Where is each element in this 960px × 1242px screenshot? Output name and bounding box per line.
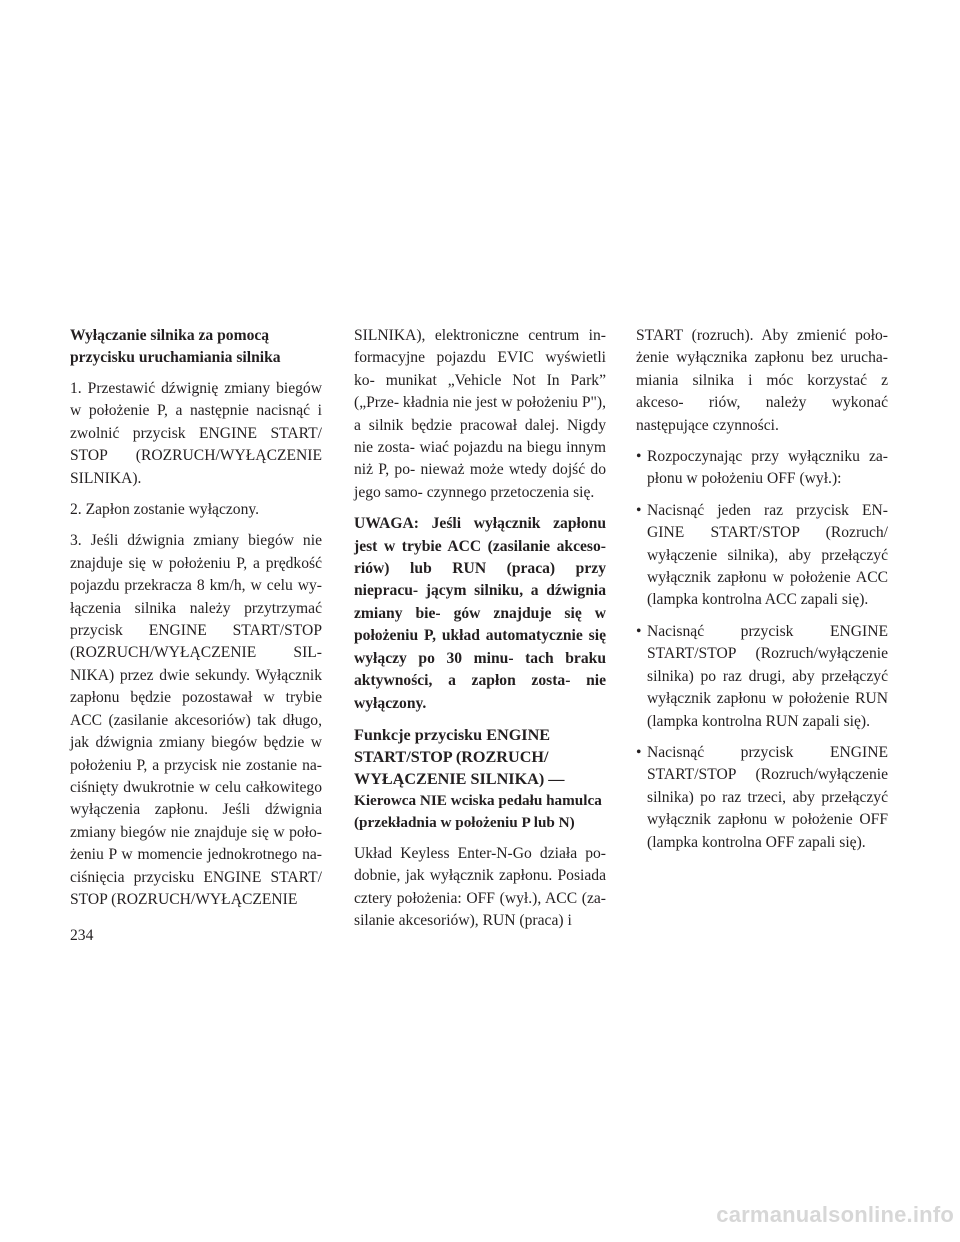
text-column-middle: [354, 325, 606, 942]
bullet-mark: •: [636, 448, 642, 466]
note-paragraph: UWAGA: Jeśli wyłącznik zapłonu jest w trybie ACC (zasilanie akceso- riów) lub RUN (praca) przy niepracu- jącym silniku, a dźwignia zmiany bie- gów znajduje się w położeniu P, układ automatycznie się wyłączy po 30 minu- tach braku aktywności, a zapłon zosta- nie wyłączony.: [354, 515, 606, 712]
watermark: carmanualsonline.info: [716, 1202, 954, 1227]
list-item: [636, 500, 888, 612]
instruction-bullet-list: [636, 446, 888, 854]
list-item: [636, 446, 888, 491]
bullet-mark: •: [636, 622, 642, 640]
step-3-paragraph: 3. Jeśli dźwignia zmiany biegów nie znajduje się w położeniu P, a prędkość pojazdu przekracza 8 km/h, w celu wy- łączenia silnika należy przytrzymać przycisk ENGINE START/STOP (ROZRUCH/WYŁĄCZENIE SIL- NIKA) przez dwie sekundy. Wyłącznik zapłonu będzie pozostawał w trybie ACC (zasilanie akcesoriów) tak długo, jak dźwignia zmiany biegów będzie w położeniu P, a przycisk nie zostanie na- ciśnięty dwukrotnie w celu całkowitego wyłączenia zapłonu. Jeśli dźwignia zmiany biegów nie znajduje się w poło- żeniu P w momencie jednokrotnego na- ciśnięcia przycisku ENGINE START/ STOP (ROZRUCH/WYŁĄCZENIE: [70, 532, 322, 908]
list-item: [636, 742, 888, 854]
bullet-mark: •: [636, 501, 642, 519]
list-item: [636, 621, 888, 733]
text-column-right: [636, 325, 888, 863]
step-1-paragraph: 1. Przestawić dźwignię zmiany biegów w położenie P, a następnie nacisnąć i zwolnić przycisk ENGINE START/ STOP (ROZRUCH/WYŁĄCZENIE SILNIKA).: [70, 380, 322, 487]
bullet-mark: •: [636, 743, 642, 761]
text-column-left: [70, 325, 322, 920]
section-heading-engine-off: Wyłączanie silnika za pomocą przycisku uruchamiania silnika: [70, 327, 281, 366]
step-3-continuation-paragraph: SILNIKA), elektroniczne centrum in- formacyjne pojazdu EVIC wyświetli ko- munikat „Vehicle Not In Park” („Prze- kładnia nie jest w położeniu P"), a silnik będzie pracował dalej. Nigdy nie zosta- wiać pojazdu na biegu innym niż P, po- nieważ może wtedy dojść do jego samo- czynnego przetoczenia się.: [354, 327, 606, 501]
keyless-intro-paragraph: Układ Keyless Enter-N-Go działa po- dobnie, jak wyłącznik zapłonu. Posiada cztery położenia: OFF (wył.), ACC (za- silanie akcesoriów), RUN (praca) i: [354, 844, 606, 930]
list-item-text: Nacisnąć przycisk ENGINE START/STOP (Rozruch/wyłączenie silnika) po raz drugi, aby przełączyć wyłącznik zapłonu w położenie RUN (lampka kontrolna RUN zapali się).: [647, 622, 888, 730]
page-number: 234: [70, 927, 94, 944]
keyless-intro-continuation-paragraph: START (rozruch). Aby zmienić poło- żenie wyłącznika zapłonu bez urucha- miania silnika i móc korzystać z akceso- riów, należy wykonać następujące czynności.: [636, 327, 888, 434]
section-subheading-no-brake: Kierowca NIE wciska pedału hamulca (przekładnia w położeniu P lub N): [354, 791, 602, 831]
list-item-text: Rozpoczynając przy wyłączniku za- płonu w położeniu OFF (wył.):: [647, 448, 888, 488]
list-item-text: Nacisnąć przycisk ENGINE START/STOP (Rozruch/wyłączenie silnika) po raz trzeci, aby przełączyć wyłącznik zapłonu w położenie OFF (lampka kontrolna OFF zapali się).: [647, 743, 888, 851]
step-2-paragraph: 2. Zapłon zostanie wyłączony.: [70, 501, 260, 519]
list-item-text: Nacisnąć jeden raz przycisk EN- GINE START/STOP (Rozruch/ wyłączenie silnika), aby przełączyć wyłącznik zapłonu w położenie ACC (lampka kontrolna ACC zapali się).: [647, 501, 888, 609]
section-heading-button-functions: Funkcje przycisku ENGINE START/STOP (ROZRUCH/ WYŁĄCZENIE SILNIKA) —: [354, 725, 565, 788]
